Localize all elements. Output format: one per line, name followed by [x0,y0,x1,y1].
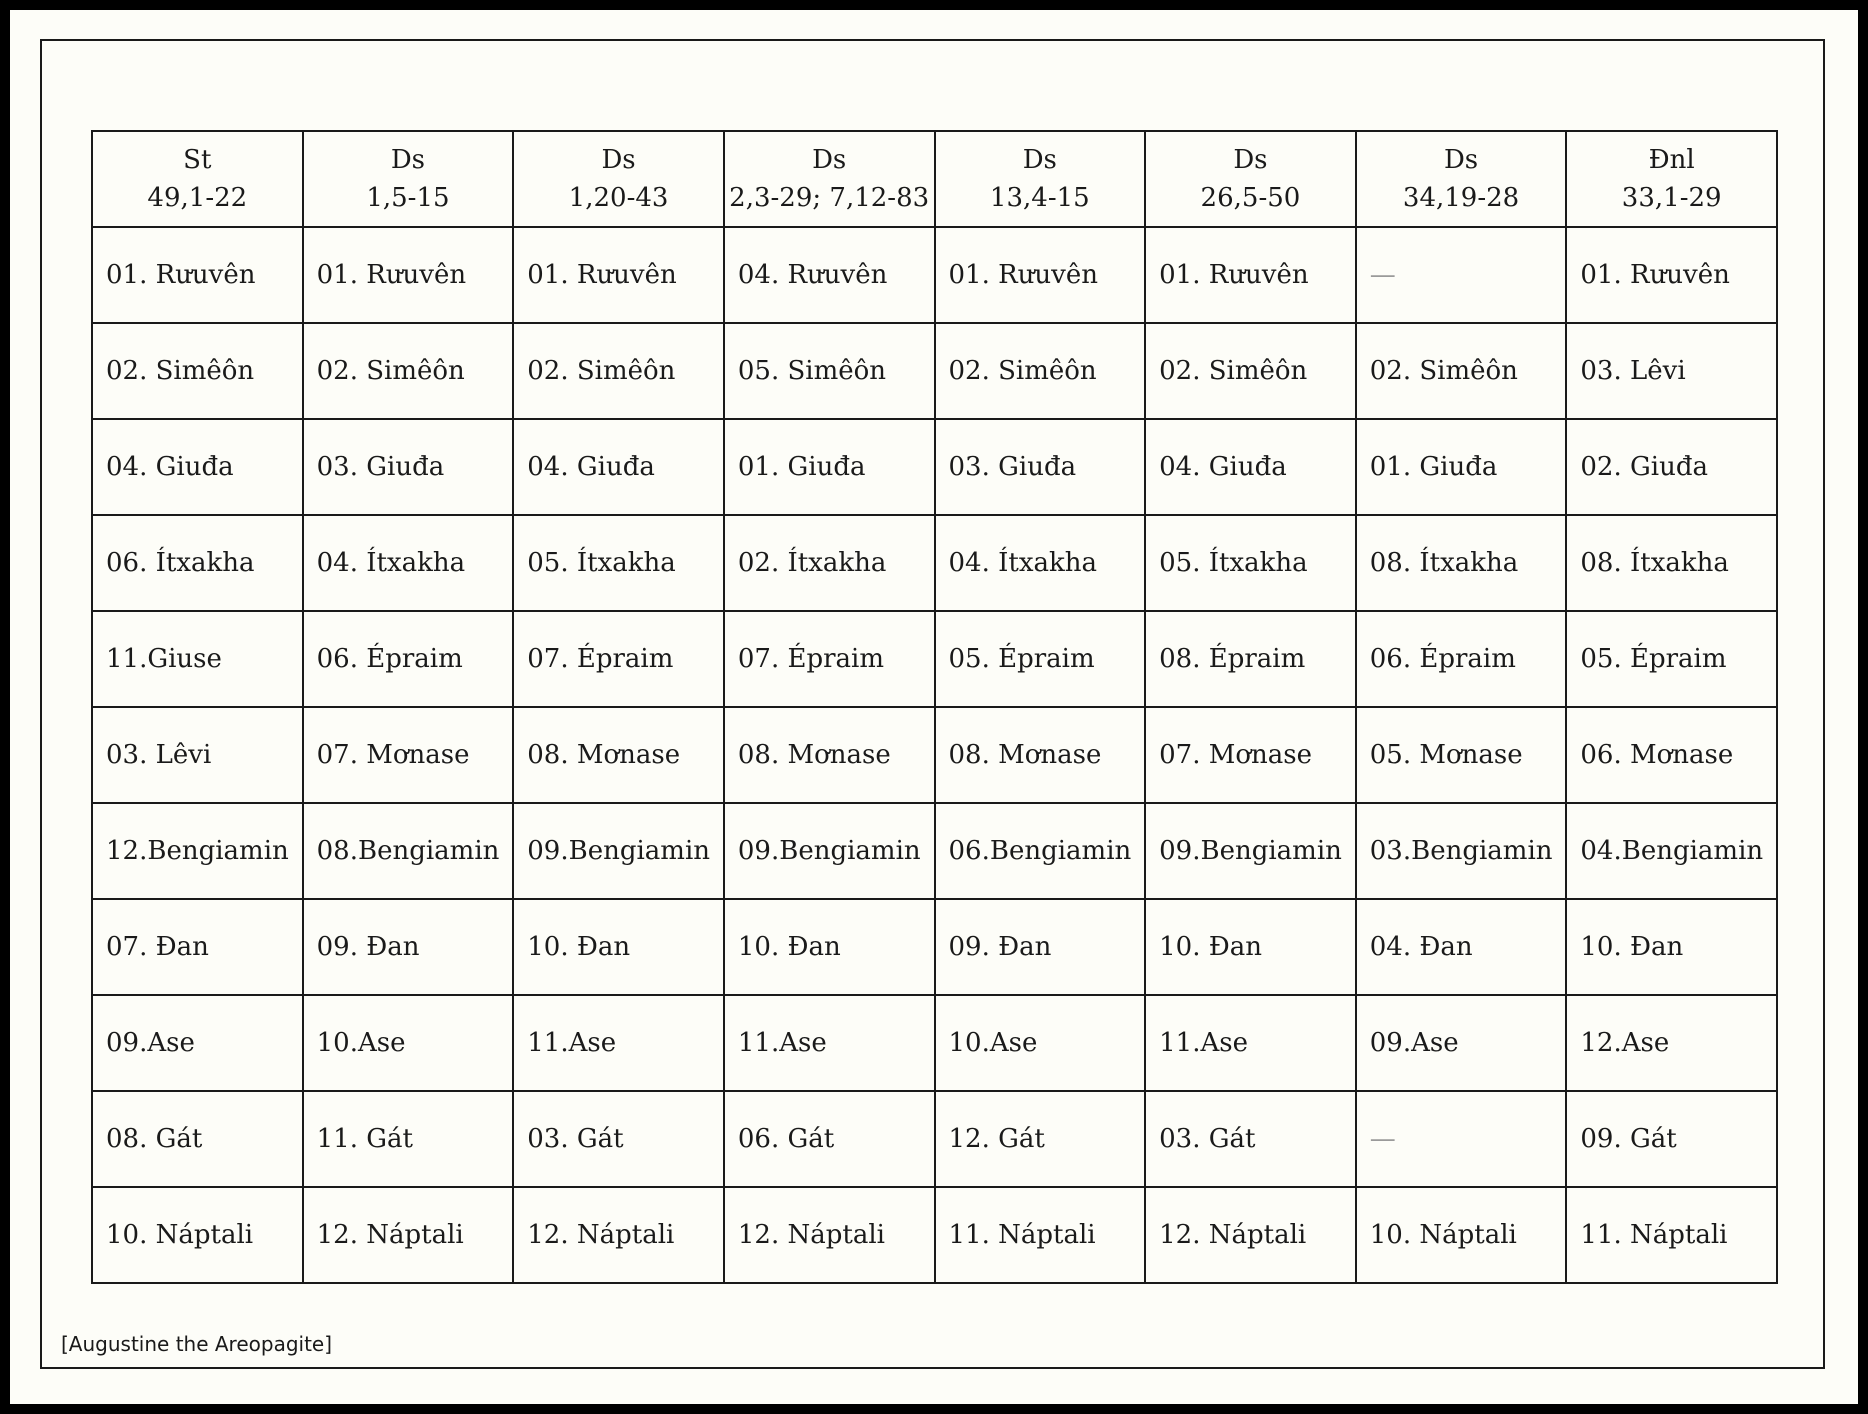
table-cell: 12. Náptali [513,1187,724,1283]
table-cell: 01. Giuđa [1356,419,1567,515]
header-ref: 1,20-43 [568,183,669,213]
header-book: Ds [1443,145,1479,175]
table-cell: 09.Bengiamin [1145,803,1356,899]
table-cell: 12. Náptali [724,1187,935,1283]
table-row [92,611,1777,707]
header-ref: 26,5-50 [1200,183,1301,213]
table-cell: 08. Mơnase [513,707,724,803]
table-cell: 11. Gát [303,1091,514,1187]
header-cell [303,131,514,227]
table-cell: 11. Náptali [1566,1187,1777,1283]
table-cell: 01. Rưuvên [935,227,1146,323]
table-cell: 03. Giuđa [303,419,514,515]
table-cell: 05. Ítxakha [513,515,724,611]
table-cell: 06. Gát [724,1091,935,1187]
table-cell: 09. Đan [935,899,1146,995]
table-cell: 06. Épraim [1356,611,1567,707]
table-cell: 01. Rưuvên [92,227,303,323]
table-cell: 12. Náptali [303,1187,514,1283]
header-ref: 2,3-29; 7,12-83 [729,183,930,213]
header-cell [724,131,935,227]
table-cell: 11. Náptali [935,1187,1146,1283]
table-row [92,1187,1777,1283]
header-book: Đnl [1648,145,1695,175]
table-cell: 02. Simêôn [513,323,724,419]
header-cell [1566,131,1777,227]
table-row [92,707,1777,803]
table-cell: 03.Bengiamin [1356,803,1567,899]
table-row [92,323,1777,419]
table-cell: 10. Đan [724,899,935,995]
table-cell: 01. Rưuvên [303,227,514,323]
table-cell: 10. Náptali [1356,1187,1567,1283]
table-cell: 03. Gát [513,1091,724,1187]
header-row [92,131,1777,227]
table-cell: 03. Lêvi [92,707,303,803]
table-cell: 08. Gát [92,1091,303,1187]
table-cell: 01. Rưuvên [1145,227,1356,323]
table-cell: 02. Giuđa [1566,419,1777,515]
table-cell: 01. Giuđa [724,419,935,515]
table-cell: 12. Gát [935,1091,1146,1187]
table-cell: 06.Bengiamin [935,803,1146,899]
table-row [92,995,1777,1091]
table-cell: 01. Rưuvên [513,227,724,323]
table-cell: 03. Lêvi [1566,323,1777,419]
table-cell: 12.Ase [1566,995,1777,1091]
header-ref: 13,4-15 [989,183,1090,213]
header-ref: 49,1-22 [147,183,248,213]
table-cell: 08. Mơnase [724,707,935,803]
table-cell: 10. Náptali [92,1187,303,1283]
table-row [92,1091,1777,1187]
header-cell [513,131,724,227]
header-ref: 34,19-28 [1402,183,1520,213]
table-cell: 05. Épraim [1566,611,1777,707]
table-row [92,227,1777,323]
header-book: Ds [390,145,426,175]
table-cell: 07. Đan [92,899,303,995]
table-cell: 04.Bengiamin [1566,803,1777,899]
table-cell: 05. Épraim [935,611,1146,707]
table-cell: 01. Rưuvên [1566,227,1777,323]
table-cell: — [1356,227,1567,323]
tribes-table [91,130,1778,1284]
table-cell: 09. Gát [1566,1091,1777,1187]
table-cell: 09.Ase [92,995,303,1091]
table-cell: 11.Ase [513,995,724,1091]
table-cell: 02. Simêôn [935,323,1146,419]
table-cell: 12. Náptali [1145,1187,1356,1283]
table-cell: 08. Ítxakha [1566,515,1777,611]
table-cell: 02. Simêôn [303,323,514,419]
table-cell: 05. Ítxakha [1145,515,1356,611]
table-cell: 08.Bengiamin [303,803,514,899]
table-cell: 10. Đan [1566,899,1777,995]
table-cell: 03. Giuđa [935,419,1146,515]
table-row [92,515,1777,611]
table-row [92,419,1777,515]
table-cell: 04. Giuđa [513,419,724,515]
table-cell: 08. Mơnase [935,707,1146,803]
header-book: Ds [1022,145,1057,175]
header-book: St [183,145,212,175]
table-cell: 03. Gát [1145,1091,1356,1187]
table-cell: 04. Rưuvên [724,227,935,323]
table-row [92,803,1777,899]
table-cell: 02. Simêôn [1145,323,1356,419]
table-cell: — [1356,1091,1567,1187]
table-cell: 09. Đan [303,899,514,995]
header-book: Ds [812,145,847,175]
table-cell: 07. Épraim [724,611,935,707]
table-cell: 08. Épraim [1145,611,1356,707]
table-cell: 07. Mơnase [1145,707,1356,803]
page [10,10,1858,1404]
table-cell: 07. Mơnase [303,707,514,803]
table-cell: 10.Ase [303,995,514,1091]
table-cell: 06. Épraim [303,611,514,707]
table-cell: 08. Ítxakha [1356,515,1567,611]
table-cell: 04. Giuđa [92,419,303,515]
table-cell: 06. Ítxakha [92,515,303,611]
table-cell: 05. Mơnase [1356,707,1567,803]
header-cell [92,131,303,227]
header-cell [1145,131,1356,227]
table-cell: 11.Giuse [92,611,303,707]
table-row [92,899,1777,995]
table-cell: 04. Đan [1356,899,1567,995]
table-cell: 02. Simêôn [92,323,303,419]
table-cell: 10.Ase [935,995,1146,1091]
table-cell: 06. Mơnase [1566,707,1777,803]
table-cell: 04. Ítxakha [935,515,1146,611]
table-cell: 10. Đan [1145,899,1356,995]
table-cell: 04. Giuđa [1145,419,1356,515]
header-cell [935,131,1146,227]
header-cell [1356,131,1567,227]
header-book: Ds [1233,145,1268,175]
table-cell: 09.Bengiamin [724,803,935,899]
header-book: Ds [601,145,636,175]
table-cell: 09.Ase [1356,995,1567,1091]
table-cell: 04. Ítxakha [303,515,514,611]
table-cell: 11.Ase [1145,995,1356,1091]
table-cell: 12.Bengiamin [92,803,303,899]
credit-caption: [Augustine the Areopagite] [61,1332,333,1356]
table-cell: 11.Ase [724,995,935,1091]
table-cell: 07. Épraim [513,611,724,707]
header-ref: 33,1-29 [1621,183,1722,213]
table-cell: 05. Simêôn [724,323,935,419]
table-cell: 02. Ítxakha [724,515,935,611]
header-ref: 1,5-15 [366,183,450,213]
table-cell: 10. Đan [513,899,724,995]
table-cell: 02. Simêôn [1356,323,1567,419]
table-cell: 09.Bengiamin [513,803,724,899]
